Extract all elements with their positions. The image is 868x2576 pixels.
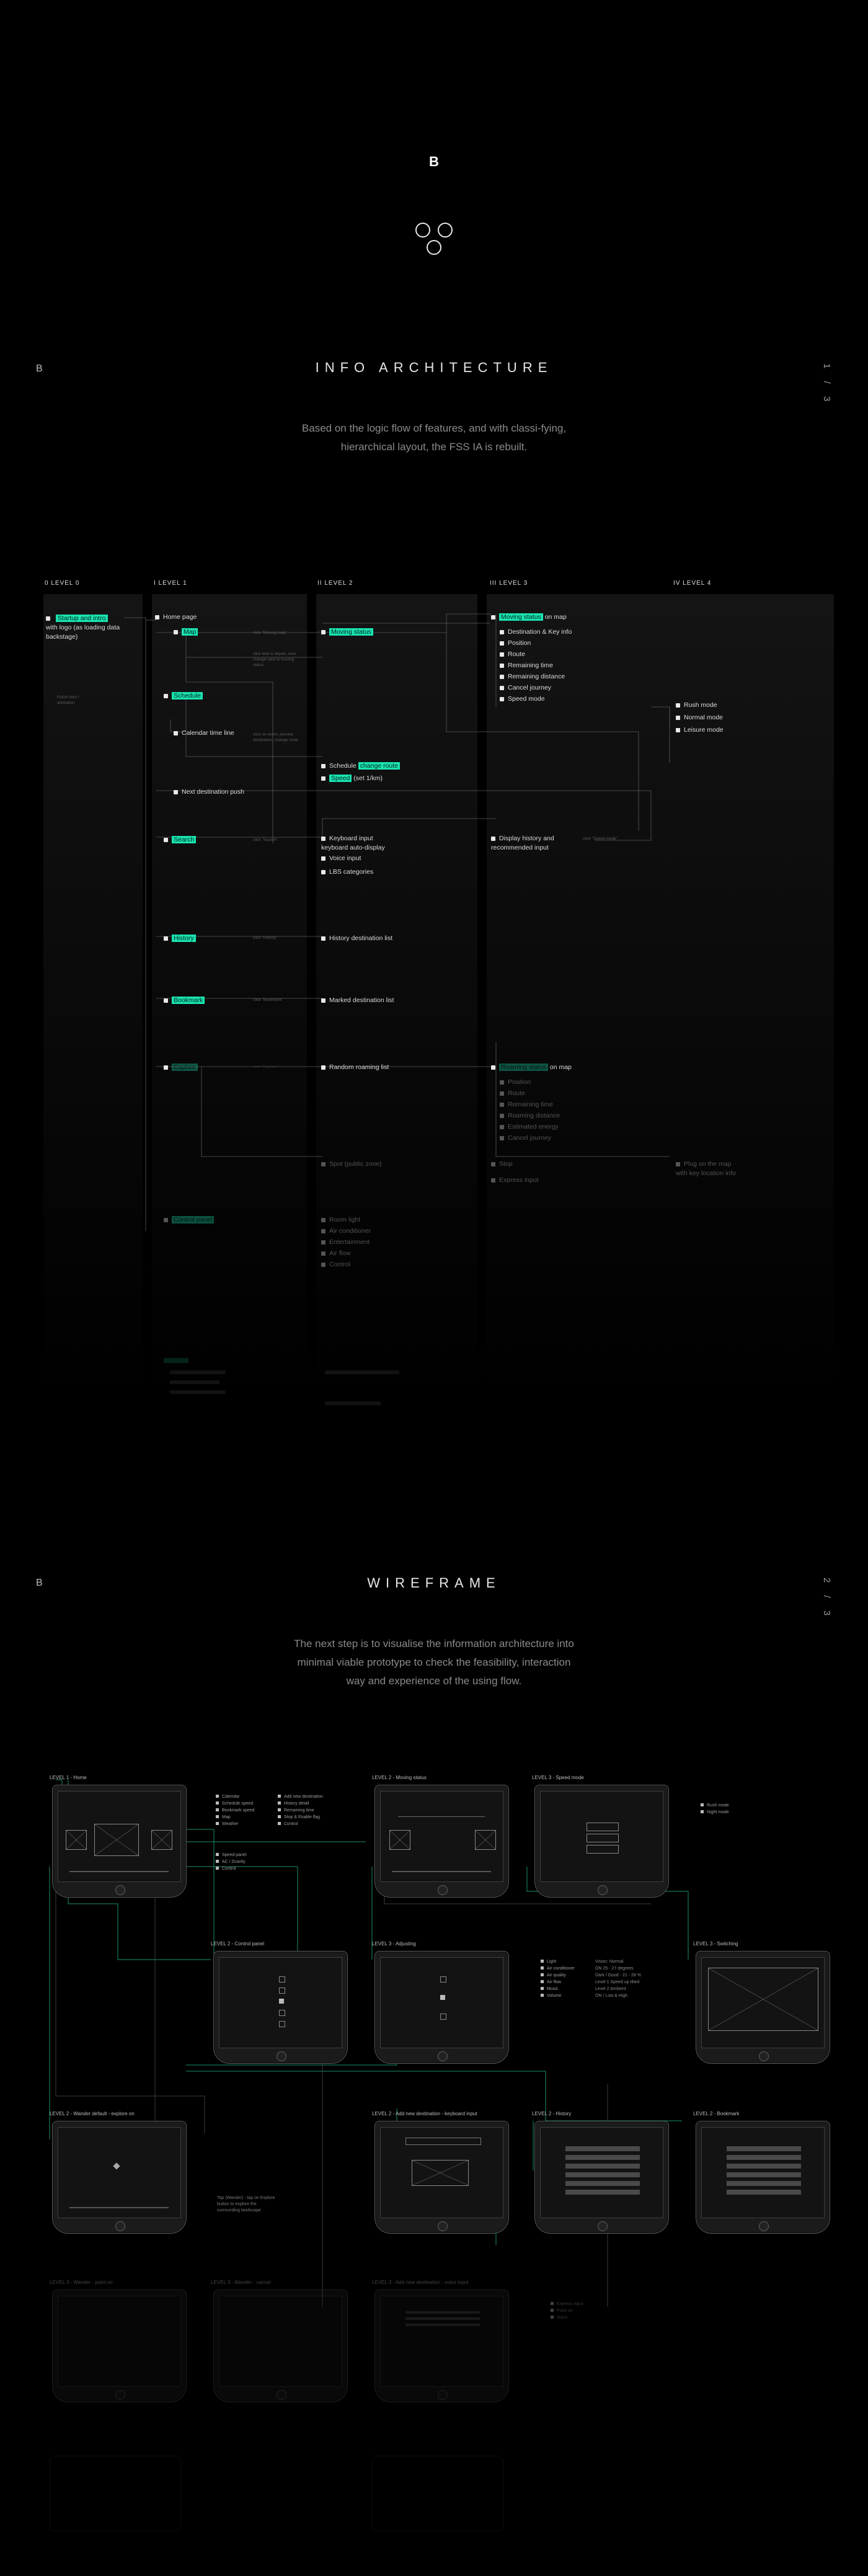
voice-row [405, 2324, 480, 2326]
wander-device [52, 2121, 187, 2234]
moving-route-line [398, 1816, 485, 1817]
aroma-node: Air flow [321, 1249, 350, 1258]
switching-knob[interactable] [759, 2051, 769, 2061]
spot-node: Spot (public zone) [321, 1160, 382, 1169]
l3-explore-0: Position [500, 1078, 531, 1087]
map-node: Map [174, 628, 198, 637]
control-value: Dark / Good - 21 - 28 % [595, 1973, 641, 1978]
calendar-node: Calendar time line [174, 729, 234, 738]
l3-item-5: Cancel journey [500, 683, 551, 693]
random-node: Random roaming list [321, 1063, 389, 1072]
moving-map-node: Moving status on map [491, 613, 567, 622]
history-row[interactable] [565, 2172, 640, 2177]
level4-header: IV LEVEL 4 [673, 580, 712, 587]
frame-label-wander-cancel: LEVEL 3 - Wander - cancel [211, 2280, 271, 2285]
speed-menu [701, 1802, 729, 1816]
speed-screen [540, 1791, 663, 1882]
wander-cursor-icon [113, 2162, 120, 2169]
speed-device [534, 1785, 669, 1898]
voice-device [374, 2290, 509, 2402]
control-menu [541, 1958, 575, 1999]
wf-title: WIREFRAME [367, 1575, 501, 1591]
moving-right-widget [475, 1830, 496, 1850]
switching-device [696, 1951, 830, 2064]
home-map-placeholder [94, 1824, 139, 1856]
wf-side-letter: B [36, 1578, 43, 1588]
express-title: Express input [551, 2301, 583, 2307]
history-row[interactable] [565, 2146, 640, 2151]
adjust-toggle[interactable] [440, 1976, 446, 1983]
level0-header: 0 LEVEL 0 [45, 580, 80, 587]
switching-screen [701, 1957, 825, 2048]
note-calendar-detail: click on event, preview destination, change route [253, 732, 298, 742]
home-menu2-item: History detail [278, 1800, 323, 1807]
home-knob[interactable] [115, 1885, 125, 1895]
moving-progress-line [392, 1871, 491, 1872]
control-value: ON 25 - 27 degrees [595, 1966, 634, 1971]
voice-node: Voice input [321, 854, 361, 863]
voice-row [405, 2311, 480, 2314]
frame-label-voice: LEVEL 3 - Add new destination - voice input [372, 2280, 469, 2285]
wf-page-number: 2 / 3 [822, 1578, 832, 1621]
level3-header: III LEVEL 3 [490, 580, 528, 587]
frame-label-bookmark: LEVEL 2 - Bookmark [693, 2111, 740, 2116]
control-values [595, 1958, 641, 1999]
level1-header: I LEVEL 1 [154, 580, 187, 587]
note-click-history: click "History" [253, 936, 278, 940]
frame-label-history: LEVEL 2 - History [532, 2111, 572, 2116]
l3-item-1: Position [500, 639, 531, 648]
moving-node: Moving status [321, 628, 373, 637]
keyboard-placeholder [412, 2160, 469, 2186]
home-node: Home page [155, 613, 197, 622]
control-toggle[interactable] [279, 2010, 285, 2016]
control-node: Control panel [164, 1215, 214, 1225]
home-menu3-item: Speed panel [216, 1852, 246, 1859]
voice-knob[interactable] [438, 2390, 448, 2400]
control-value: ON / Low & High [595, 1994, 628, 1998]
home-menu-item: Bookmark speed [216, 1807, 255, 1814]
adjust-toggle[interactable] [440, 2014, 446, 2020]
home-menu-2 [278, 1793, 323, 1828]
home-menu-item: Schedule speed [216, 1800, 255, 1807]
home-menu2-item: Stop & Enable flag [278, 1814, 323, 1821]
switching-placeholder [708, 1968, 818, 2031]
adjust-toggle[interactable] [440, 1995, 445, 2000]
control-toggle[interactable] [279, 1988, 285, 1994]
ia-description: Based on the logic flow of features, and with classi-fying, hierarchical layout, the FSS IA is rebuilt. [301, 422, 567, 453]
schedule-event-node: Schedule change route [321, 762, 400, 771]
leisure-mode-node: Leisure mode [676, 726, 724, 735]
home-menu3-item: AC / Gravity [216, 1859, 246, 1865]
home-screen [58, 1791, 181, 1882]
ia-connector-lines [0, 595, 868, 1401]
wander-cancel-screen [219, 2296, 342, 2387]
frame-label-moving: LEVEL 2 - Moving status [372, 1775, 427, 1780]
keyboard-input-box[interactable] [405, 2138, 481, 2145]
schedule-node: Schedule [164, 691, 203, 701]
control-value: Level 2 Ambient [595, 1987, 626, 1991]
home-menu2-item: Remaining time [278, 1807, 323, 1814]
startup-note: Finish intro / animation [57, 695, 79, 705]
control-toggle[interactable] [279, 1999, 284, 2004]
frame-label-speed: LEVEL 3 - Speed mode [532, 1775, 584, 1780]
l3-item-0: Destination & Key info [500, 628, 572, 637]
control-value: Vision: Normal [595, 1960, 624, 1964]
circles-logo-icon [414, 220, 454, 260]
history-screen [540, 2127, 663, 2218]
history-row[interactable] [565, 2164, 640, 2169]
search-node: Search [164, 835, 196, 845]
l3-explore-3: Roaming distance [500, 1111, 560, 1121]
home-menu-3 [216, 1852, 246, 1872]
normal-mode-node: Normal mode [676, 713, 723, 722]
control-menu-item: Air quality [541, 1972, 575, 1979]
plug-node: Plug on the map with key location info [676, 1160, 744, 1178]
frame-label-control: LEVEL 2 - Control panel [211, 1941, 264, 1947]
control-toggle[interactable] [279, 2021, 285, 2027]
l3-explore-2: Remaining time [500, 1100, 553, 1109]
room-light-node: Room light [321, 1215, 360, 1225]
speed-option-box[interactable] [587, 1845, 619, 1854]
marked-list-node: Marked destination list [321, 996, 394, 1005]
wander-knob[interactable] [115, 2221, 125, 2231]
adjusting-device [374, 1951, 509, 2064]
l3-item-6: Speed mode [500, 695, 545, 704]
frame-label-wander-point: LEVEL 3 - Wander - point on [50, 2280, 113, 2285]
moving-screen [380, 1791, 503, 1882]
bookmark-row[interactable] [727, 2164, 801, 2169]
speed-knob[interactable] [598, 1885, 608, 1895]
ia-title: INFO ARCHITECTURE [315, 360, 553, 375]
history-knob[interactable] [598, 2221, 608, 2231]
home-menu-item: Map [216, 1814, 255, 1821]
frame-label-wander: LEVEL 2 - Wander default - explore on [50, 2111, 135, 2116]
speed-option-box[interactable] [587, 1823, 619, 1831]
l3-item-4: Remaining distance [500, 672, 565, 682]
express-option: Point on [551, 2307, 583, 2314]
keyboard-screen [380, 2127, 503, 2218]
l3-explore-5: Cancel journey [500, 1134, 551, 1143]
history-node: History [164, 934, 196, 943]
voice-screen [380, 2296, 503, 2387]
adjusting-screen [380, 1957, 503, 2048]
l3-explore-1: Route [500, 1089, 525, 1098]
note-click-speed: click "Speed mode" [583, 837, 618, 841]
keyboard-node: Keyboard input keyboard auto-display [321, 834, 396, 853]
speed-option-box[interactable] [587, 1834, 619, 1842]
home-left-widget [66, 1830, 87, 1850]
control-menu-item: Music [541, 1986, 575, 1992]
home-menu [216, 1793, 255, 1828]
control-value: Level 1 Speed up tilted [595, 1980, 640, 1984]
lbs-node: LBS categories [321, 868, 373, 877]
voice-row [405, 2317, 480, 2320]
control-screen [219, 1957, 342, 2048]
l3-item-3: Remaining time [500, 661, 553, 670]
frame-label-home: LEVEL 1 - Home [50, 1775, 87, 1780]
express-panel [551, 2301, 583, 2321]
control-menu-item: Volume [541, 1992, 575, 1999]
speed-menu-item: Rush mode [701, 1802, 729, 1809]
brand-logo: B [429, 154, 439, 169]
control-device [213, 1951, 348, 2064]
control-menu-item: Air flow [541, 1979, 575, 1986]
control-menu-item: Air conditioner [541, 1965, 575, 1972]
home-menu3-item: Control [216, 1865, 246, 1872]
control-knob[interactable] [277, 2051, 286, 2061]
note-map-detail: click time & depart, auto change view to moving status [253, 652, 296, 667]
speed-menu-item: Night mode [701, 1809, 729, 1816]
l3-explore-4: Estimated energy [500, 1122, 559, 1132]
bookmark-device [696, 2121, 830, 2234]
history-device [534, 2121, 669, 2234]
history-row[interactable] [565, 2190, 640, 2195]
bookmark-knob[interactable] [759, 2221, 769, 2231]
express-node: Express input [491, 1176, 539, 1185]
l3-item-2: Route [500, 650, 525, 659]
explore-map-node: Roaming status on map [491, 1063, 572, 1072]
note-click-explore: click "Explore" [253, 1065, 279, 1069]
home-progress-line [69, 1871, 169, 1872]
display-history-node: Display history and recommended input [491, 834, 559, 853]
history-list-node: History destination list [321, 934, 392, 943]
level2-header: II LEVEL 2 [317, 580, 353, 587]
control-toggle[interactable] [279, 1976, 285, 1983]
bookmark-row[interactable] [727, 2146, 801, 2151]
ia-page-number: 1 / 3 [822, 363, 832, 407]
keyboard-knob[interactable] [438, 2221, 448, 2231]
bookmark-screen [701, 2127, 825, 2218]
frame-label-keyboard: LEVEL 2 - Add new destination - keyboard input [372, 2111, 477, 2116]
moving-knob[interactable] [438, 1885, 448, 1895]
adjusting-knob[interactable] [438, 2051, 448, 2061]
home-menu2-item: Control [278, 1821, 323, 1828]
frame-label-adjusting: LEVEL 3 - Adjusting [372, 1941, 416, 1947]
wander-cancel-knob[interactable] [277, 2390, 286, 2400]
bookmark-node: Bookmark [164, 996, 205, 1005]
home-device [52, 1785, 187, 1898]
history-row[interactable] [565, 2155, 640, 2160]
control-menu-item: Light [541, 1958, 575, 1965]
wander-screen [58, 2127, 181, 2218]
stop-node: Stop [491, 1160, 513, 1169]
note-click-search: click "Search" [253, 838, 278, 842]
wf-faded-remnants [50, 2456, 794, 2549]
next-destination-node: Next destination push [174, 788, 244, 797]
bookmark-row[interactable] [727, 2181, 801, 2186]
wander-point-knob[interactable] [115, 2390, 125, 2400]
wander-cancel-device [213, 2290, 348, 2402]
keyboard-device [374, 2121, 509, 2234]
wander-note: Tap (Wander) - tap on Explore button to explore the surrounding landscape [217, 2196, 275, 2213]
air-node: Air conditioner [321, 1227, 371, 1236]
bookmark-row[interactable] [727, 2172, 801, 2177]
wander-point-screen [58, 2296, 181, 2387]
bookmark-row[interactable] [727, 2190, 801, 2195]
wf-description: The next step is to visualise the information architecture into minimal viable prototype to check the feasibility, interaction way and experience of the using flow. [294, 1638, 574, 1687]
frame-label-switching: LEVEL 3 - Switching [693, 1941, 738, 1947]
note-click-bookmark: click "Bookmark" [253, 998, 283, 1002]
moving-device [374, 1785, 509, 1898]
history-row[interactable] [565, 2181, 640, 2186]
ia-faded-remnants [164, 1358, 672, 1426]
ia-side-letter: B [36, 363, 43, 374]
startup-node: Startup and intro with logo (as loading data backstage) [46, 615, 120, 641]
music-node: Entertainment [321, 1238, 370, 1247]
note-click-map: click "Moving map" [253, 631, 287, 635]
home-right-widget [151, 1830, 172, 1850]
speed-node: Speed (set 1/km) [321, 774, 383, 783]
more-node: Control [321, 1260, 350, 1269]
rush-mode-node: Rush mode [676, 701, 717, 710]
express-option: Voice [551, 2314, 583, 2321]
explore-node: Explore [164, 1063, 198, 1072]
bookmark-row[interactable] [727, 2155, 801, 2160]
moving-left-widget [389, 1830, 410, 1850]
home-menu-item: Calendar [216, 1793, 255, 1800]
home-menu-item: Weather [216, 1821, 255, 1828]
home-menu2-item: Add new destination [278, 1793, 323, 1800]
wander-progress-line [69, 2207, 169, 2208]
wander-point-device [52, 2290, 187, 2402]
